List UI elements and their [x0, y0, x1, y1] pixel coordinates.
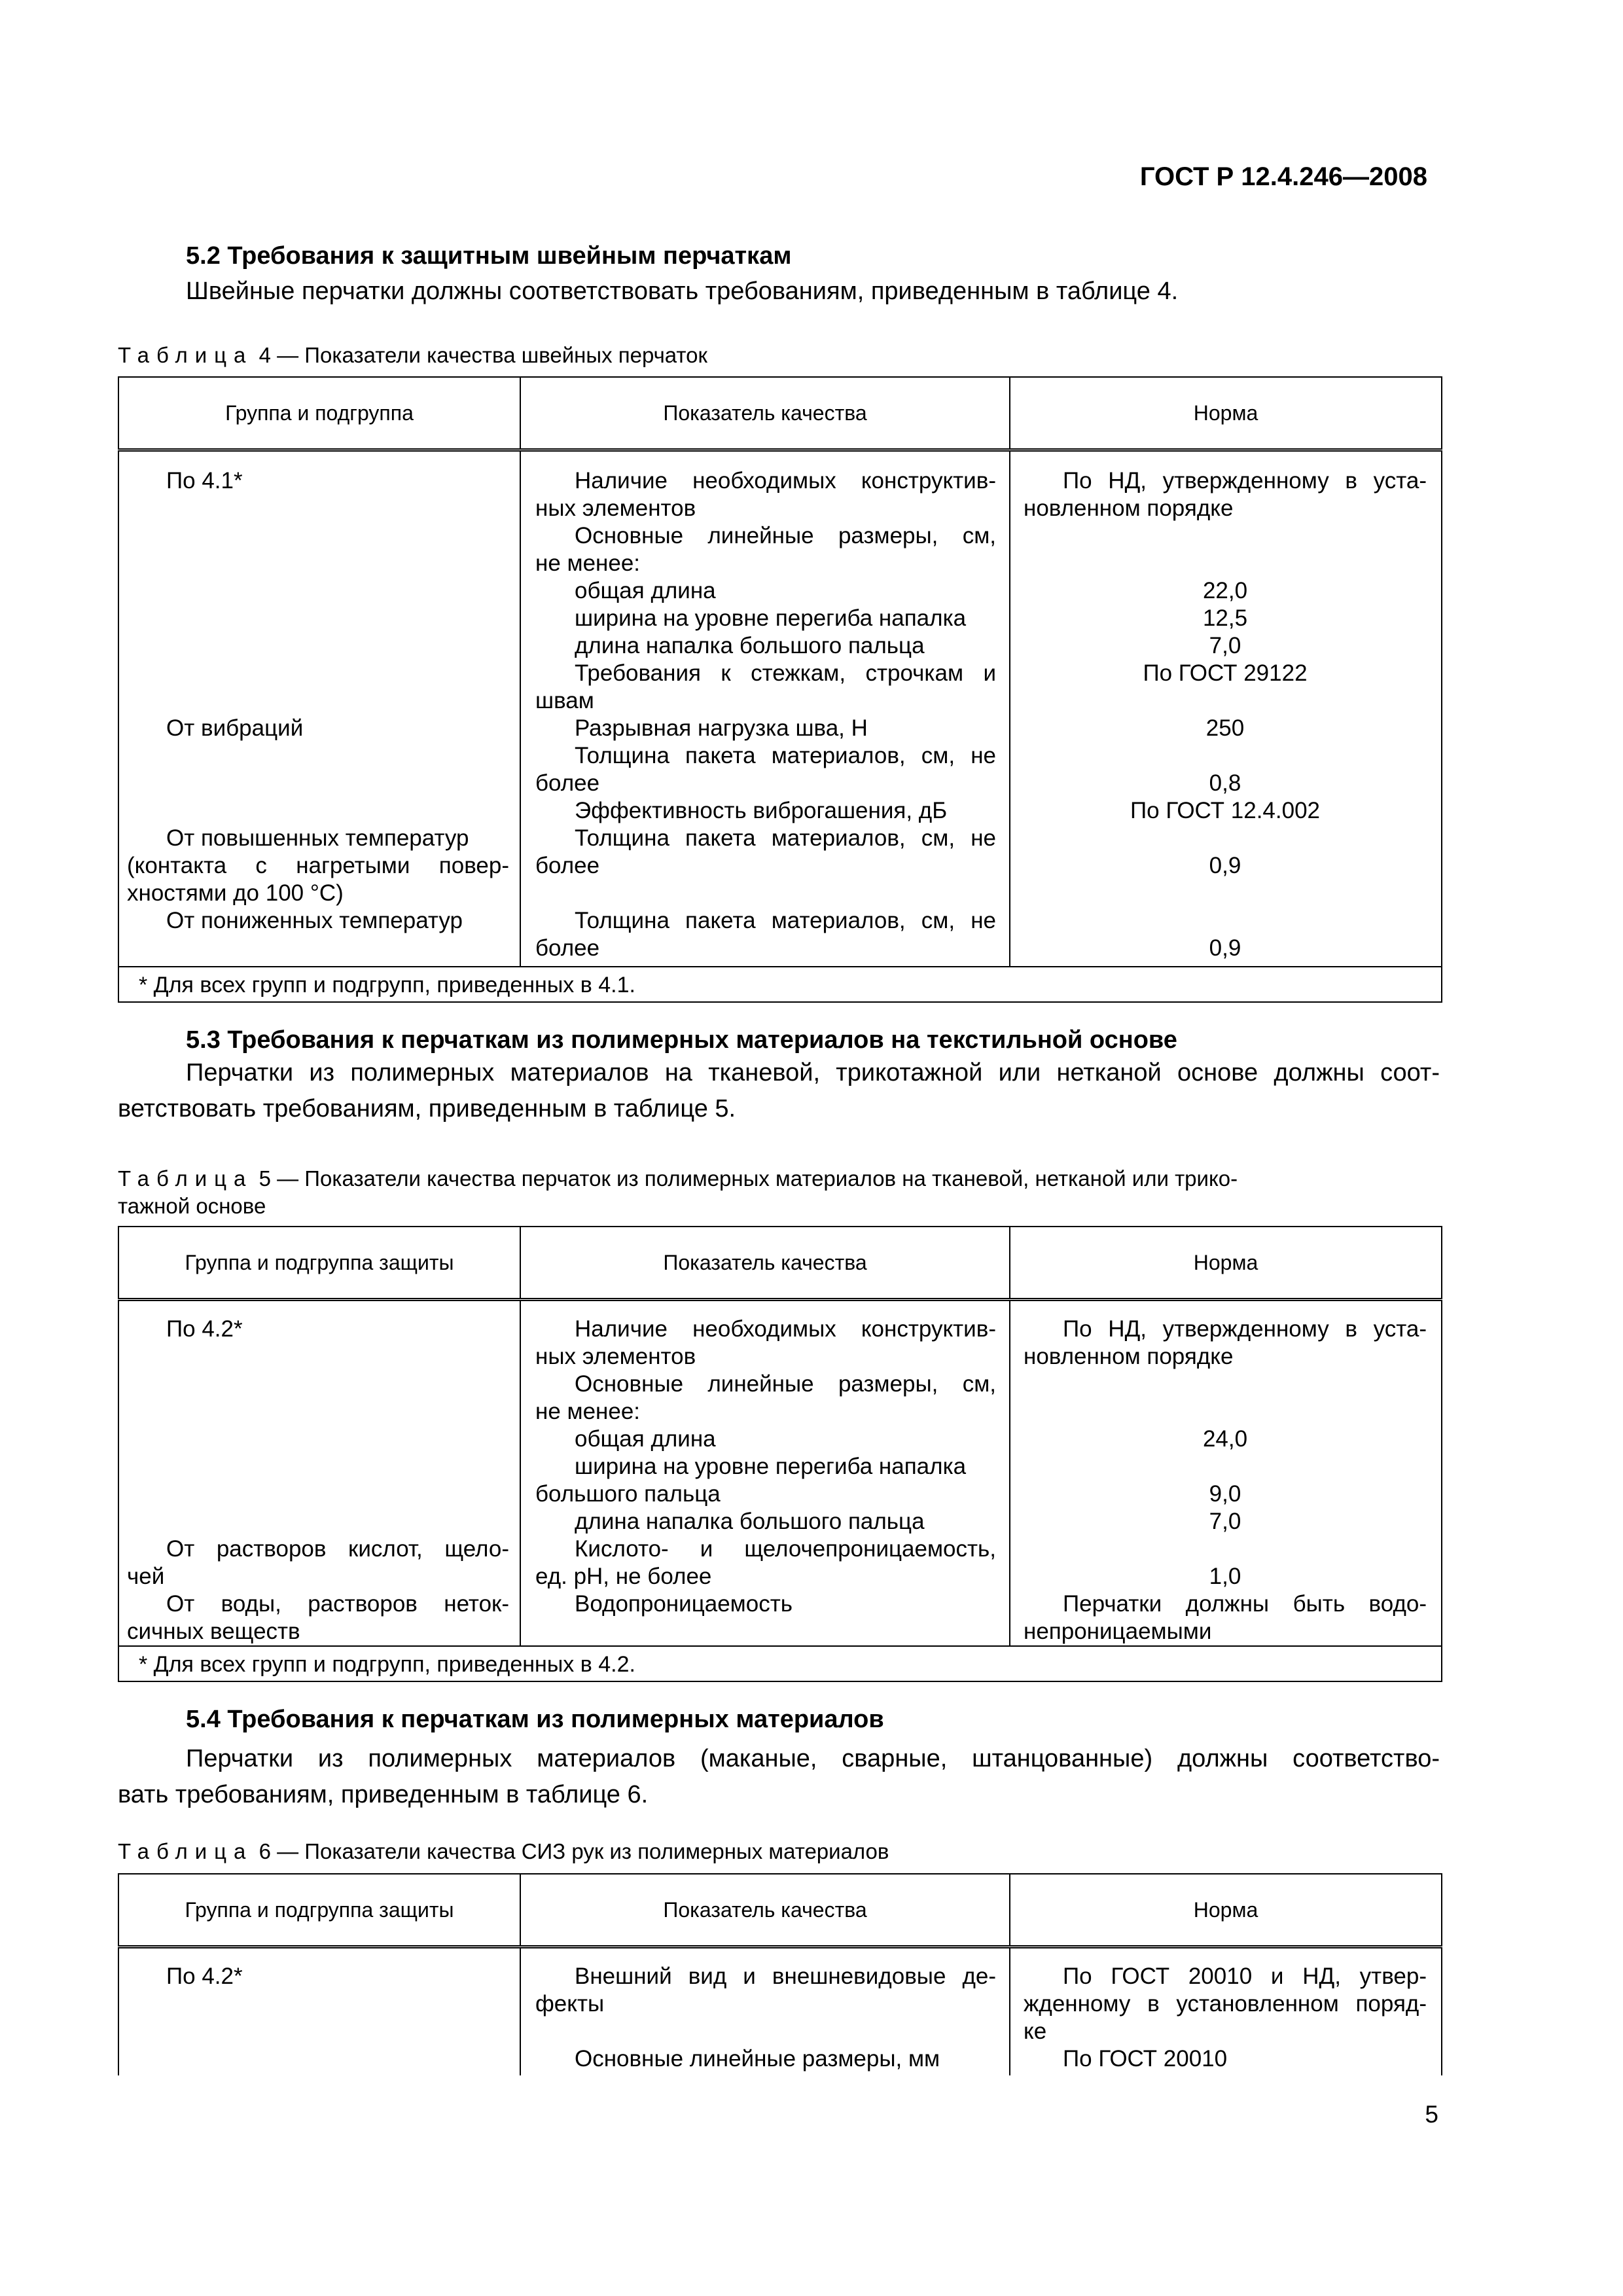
cell: По ГОСТ 12.4.002	[1130, 798, 1320, 823]
cell: новленном порядке	[1024, 1344, 1234, 1369]
table-4-header-group: Группа и подгруппа	[118, 377, 520, 450]
table-4-caption: Таблица 4 — Показатели качества швейных перчаток	[118, 343, 707, 367]
cell: Эффективность виброгашения, дБ	[575, 798, 948, 823]
table-4-col-group	[118, 450, 520, 967]
section-5-4-title: 5.4 Требования к перчаткам из полимерных материалов	[186, 1706, 884, 1733]
table-6-col-indicator	[520, 1947, 1010, 2076]
cell: 7,0	[1209, 633, 1241, 658]
cell: более	[535, 853, 600, 878]
table-6-header-norm: Норма	[1010, 1874, 1442, 1947]
cell: ных элементов	[535, 495, 696, 521]
cell: длина напалка большого пальца	[575, 1509, 925, 1534]
table-4-header-norm: Норма	[1010, 377, 1442, 450]
cell: Толщина пакета материалов, см, не	[575, 825, 996, 851]
cell: 24,0	[1202, 1426, 1248, 1452]
cell: 250	[1205, 715, 1245, 741]
cell: швам	[535, 688, 594, 713]
cell: общая длина	[575, 578, 716, 603]
page-number: 5	[1425, 2101, 1438, 2128]
table-6-header-group: Группа и подгруппа защиты	[118, 1874, 520, 1947]
cell: От вибраций	[166, 715, 304, 741]
cell: По ГОСТ 29122	[1143, 660, 1308, 686]
cell: Основные линейные размеры, мм	[575, 2046, 940, 2072]
cell: более	[535, 770, 600, 796]
section-5-2-title: 5.2 Требования к защитным швейным перчаткам	[186, 242, 792, 270]
table-5-col-group	[118, 1300, 520, 1647]
table-6-col-norm	[1010, 1947, 1442, 2076]
cell: Толщина пакета материалов, см, не	[575, 743, 996, 768]
cell: хностями до 100 °С)	[127, 880, 344, 906]
cell: От растворов кислот, щело-	[166, 1536, 509, 1562]
cell: Перчатки должны быть водо-	[1063, 1591, 1427, 1617]
cell: 1,0	[1209, 1564, 1241, 1589]
cell: (контакта с нагретыми повер-	[127, 853, 509, 878]
cell: По ГОСТ 20010 и НД, утвер-	[1063, 1964, 1427, 1989]
cell: фекты	[535, 1991, 605, 2017]
section-5-2-paragraph: Швейные перчатки должны соответствовать требованиям, приведенным в таблице 4.	[186, 278, 1179, 305]
table-5-header-group: Группа и подгруппа защиты	[118, 1227, 520, 1300]
cell: Основные линейные размеры, см,	[575, 1371, 996, 1397]
cell: 12,5	[1202, 605, 1248, 631]
cell: непроницаемыми	[1024, 1619, 1212, 1644]
table-4-col-norm	[1010, 450, 1442, 967]
cell: Наличие необходимых конструктив-	[575, 1316, 996, 1342]
cell: более	[535, 935, 600, 961]
table-4-col-indicator	[520, 450, 1010, 967]
cell: ед. рН, не более	[535, 1564, 712, 1589]
cell: По НД, утвержденному в уста-	[1063, 1316, 1427, 1342]
cell: большого пальца	[535, 1481, 721, 1507]
cell: не менее:	[535, 550, 641, 576]
cell: ширина на уровне перегиба напалка	[575, 1454, 967, 1479]
table-4-footnote: * Для всех групп и подгрупп, приведенных в 4.1.	[118, 967, 1442, 1002]
cell: сичных веществ	[127, 1619, 300, 1644]
table-5-footnote: * Для всех групп и подгрупп, приведенных в 4.2.	[118, 1646, 1442, 1681]
cell: ке	[1024, 2018, 1047, 2044]
cell: Основные линейные размеры, см,	[575, 523, 996, 548]
cell: Водопроницаемость	[575, 1591, 793, 1617]
cell: ширина на уровне перегиба напалка	[575, 605, 967, 631]
cell: От пониженных температур	[166, 908, 463, 933]
section-5-3-paragraph: Перчатки из полимерных материалов на тканевой, трикотажной или нетканой основе должны соот- ветствовать требованиям, приведенным в таблице 5.	[118, 1059, 1440, 1122]
table-4-header-indicator: Показатель качества	[520, 377, 1010, 450]
cell: По ГОСТ 20010	[1063, 2046, 1228, 2072]
table-5-col-norm	[1010, 1300, 1442, 1647]
cell: От повышенных температур	[166, 825, 469, 851]
cell: новленном порядке	[1024, 495, 1234, 521]
cell: Кислото- и щелочепроницаемость,	[575, 1536, 996, 1562]
cell: 0,8	[1209, 770, 1241, 796]
table-5-header-norm: Норма	[1010, 1227, 1442, 1300]
cell: 0,9	[1209, 935, 1241, 961]
cell: Требования к стежкам, строчкам и	[575, 660, 996, 686]
table-4	[118, 376, 1442, 1003]
cell: жденному в установленном поряд-	[1024, 1991, 1427, 2017]
cell: Наличие необходимых конструктив-	[575, 468, 996, 493]
cell: Толщина пакета материалов, см, не	[575, 908, 996, 933]
table-5-caption: Таблица 5 — Показатели качества перчаток из полимерных материалов на тканевой, нетканой или трико- тажной основе	[118, 1166, 1238, 1218]
section-5-3-title: 5.3 Требования к перчаткам из полимерных материалов на текстильной основе	[186, 1026, 1177, 1054]
table-6-caption: Таблица 6 — Показатели качества СИЗ рук из полимерных материалов	[118, 1839, 889, 1863]
cell: 0,9	[1209, 853, 1241, 878]
table-5-header-indicator: Показатель качества	[520, 1227, 1010, 1300]
cell: 22,0	[1202, 578, 1248, 603]
table-6	[118, 1873, 1442, 2075]
cell: По НД, утвержденному в уста-	[1063, 468, 1427, 493]
cell: чей	[127, 1564, 165, 1589]
cell: Внешний вид и внешневидовые де-	[575, 1964, 996, 1989]
cell: По 4.2*	[166, 1316, 243, 1342]
cell: длина напалка большого пальца	[575, 633, 925, 658]
cell: Разрывная нагрузка шва, Н	[575, 715, 868, 741]
cell: 7,0	[1209, 1509, 1241, 1534]
table-6-header-indicator: Показатель качества	[520, 1874, 1010, 1947]
cell: 9,0	[1209, 1481, 1241, 1507]
table-5	[118, 1226, 1442, 1682]
cell: От воды, растворов неток-	[166, 1591, 509, 1617]
cell: По 4.2*	[166, 1964, 243, 1989]
cell: общая длина	[575, 1426, 716, 1452]
cell: По 4.1*	[166, 468, 243, 493]
table-5-col-indicator	[520, 1300, 1010, 1647]
cell: ных элементов	[535, 1344, 696, 1369]
section-5-4-paragraph: Перчатки из полимерных материалов (маканые, сварные, штанцованные) должны соответство- вать требованиям, приведенным в таблице 6.	[118, 1745, 1440, 1808]
document-code: ГОСТ Р 12.4.246—2008	[1139, 162, 1427, 191]
cell: не менее:	[535, 1399, 641, 1424]
table-6-col-group	[118, 1947, 520, 2076]
